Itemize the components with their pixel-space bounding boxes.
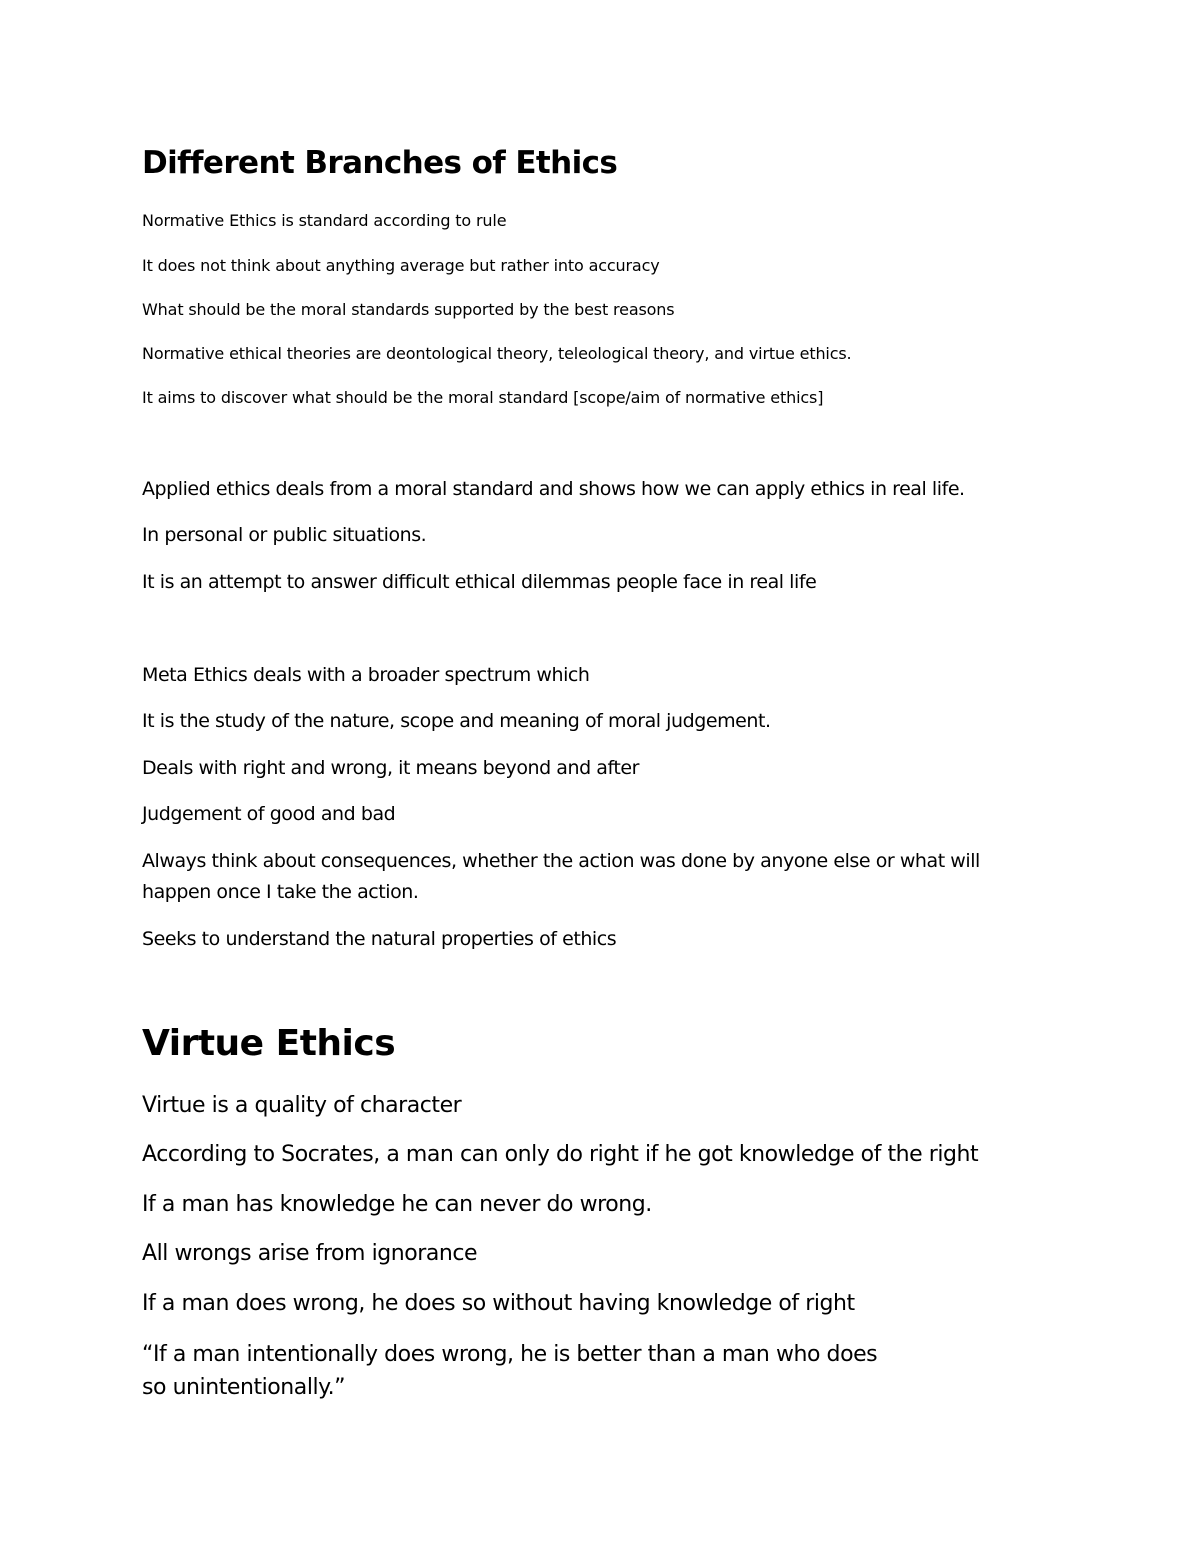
- normative-line-4: Normative ethical theories are deontological theory, teleological theory, and virtue ethics.: [142, 344, 852, 363]
- heading-virtue-ethics: Virtue Ethics: [142, 1023, 396, 1064]
- meta-line-2: It is the study of the nature, scope and meaning of moral judgement.: [142, 710, 771, 732]
- virtue-line-4: All wrongs arise from ignorance: [142, 1241, 478, 1266]
- virtue-line-2: According to Socrates, a man can only do right if he got knowledge of the right: [142, 1142, 979, 1167]
- meta-line-1: Meta Ethics deals with a broader spectrum which: [142, 664, 590, 686]
- normative-line-1: Normative Ethics is standard according to rule: [142, 211, 507, 230]
- meta-line-3: Deals with right and wrong, it means beyond and after: [142, 757, 639, 779]
- virtue-line-1: Virtue is a quality of character: [142, 1093, 462, 1118]
- applied-line-2: In personal or public situations.: [142, 524, 427, 546]
- applied-line-1: Applied ethics deals from a moral standard and shows how we can apply ethics in real life.: [142, 478, 965, 500]
- virtue-line-5: If a man does wrong, he does so without having knowledge of right: [142, 1291, 855, 1316]
- virtue-line-3: If a man has knowledge he can never do wrong.: [142, 1192, 652, 1217]
- normative-line-2: It does not think about anything average but rather into accuracy: [142, 256, 660, 275]
- virtue-quote: “If a man intentionally does wrong, he is better than a man who does so unintentionally.”: [142, 1342, 878, 1400]
- meta-line-6: Seeks to understand the natural properties of ethics: [142, 928, 617, 950]
- normative-line-5: It aims to discover what should be the moral standard [scope/aim of normative ethics]: [142, 388, 824, 407]
- applied-line-3: It is an attempt to answer difficult ethical dilemmas people face in real life: [142, 571, 817, 593]
- meta-line-4: Judgement of good and bad: [142, 803, 396, 825]
- meta-line-5: Always think about consequences, whether the action was done by anyone else or what will happen once I take the action.: [142, 850, 980, 903]
- heading-different-branches-of-ethics: Different Branches of Ethics: [142, 145, 618, 181]
- normative-line-3: What should be the moral standards supported by the best reasons: [142, 300, 675, 319]
